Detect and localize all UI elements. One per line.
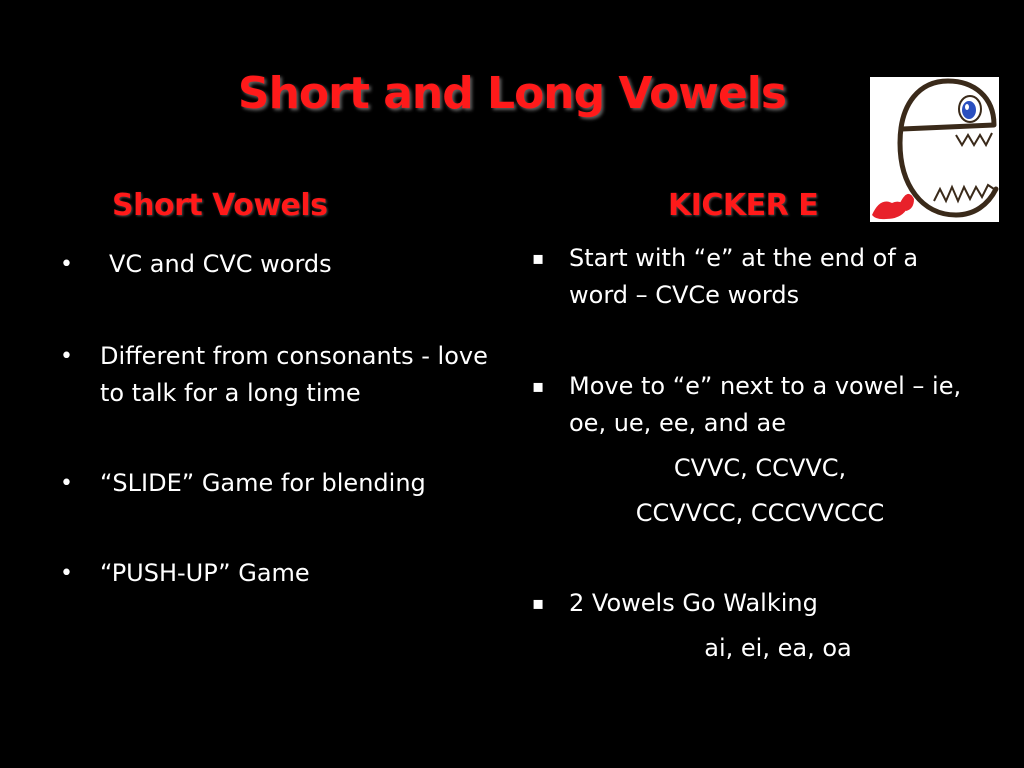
pattern-line: CCVVCC, CCCVVCCC [635,499,885,527]
square-bullet-icon: ▪ [532,593,545,614]
list-item-text: VC and CVC words [109,250,332,278]
pattern-line: CVVC, CCVVC, [673,454,847,482]
bullet-icon: • [60,471,73,496]
square-bullet-icon: ▪ [532,376,545,397]
list-item-text: “SLIDE” Game for blending [100,469,426,497]
slide-title: Short and Long Vowels [237,68,787,119]
list-item-text: Move to “e” next to a vowel – ie, oe, ue, ee, and ae [569,372,962,437]
short-vowels-heading: Short Vowels [112,188,328,223]
bullet-icon: • [60,252,73,277]
bullet-icon: • [60,344,73,369]
kicker-e-monster-icon [870,77,999,222]
list-item-text: 2 Vowels Go Walking [569,589,818,617]
list-item-text: Different from consonants - love to talk for a long time [100,342,488,407]
pattern-line: ai, ei, ea, oa [704,634,852,662]
square-bullet-icon: ▪ [532,248,545,269]
kicker-e-heading: KICKER E [668,188,819,223]
bullet-icon: • [60,561,73,586]
list-item-text: “PUSH-UP” Game [100,559,310,587]
list-item-text: Start with “e” at the end of a word – CVCe words [569,244,919,309]
